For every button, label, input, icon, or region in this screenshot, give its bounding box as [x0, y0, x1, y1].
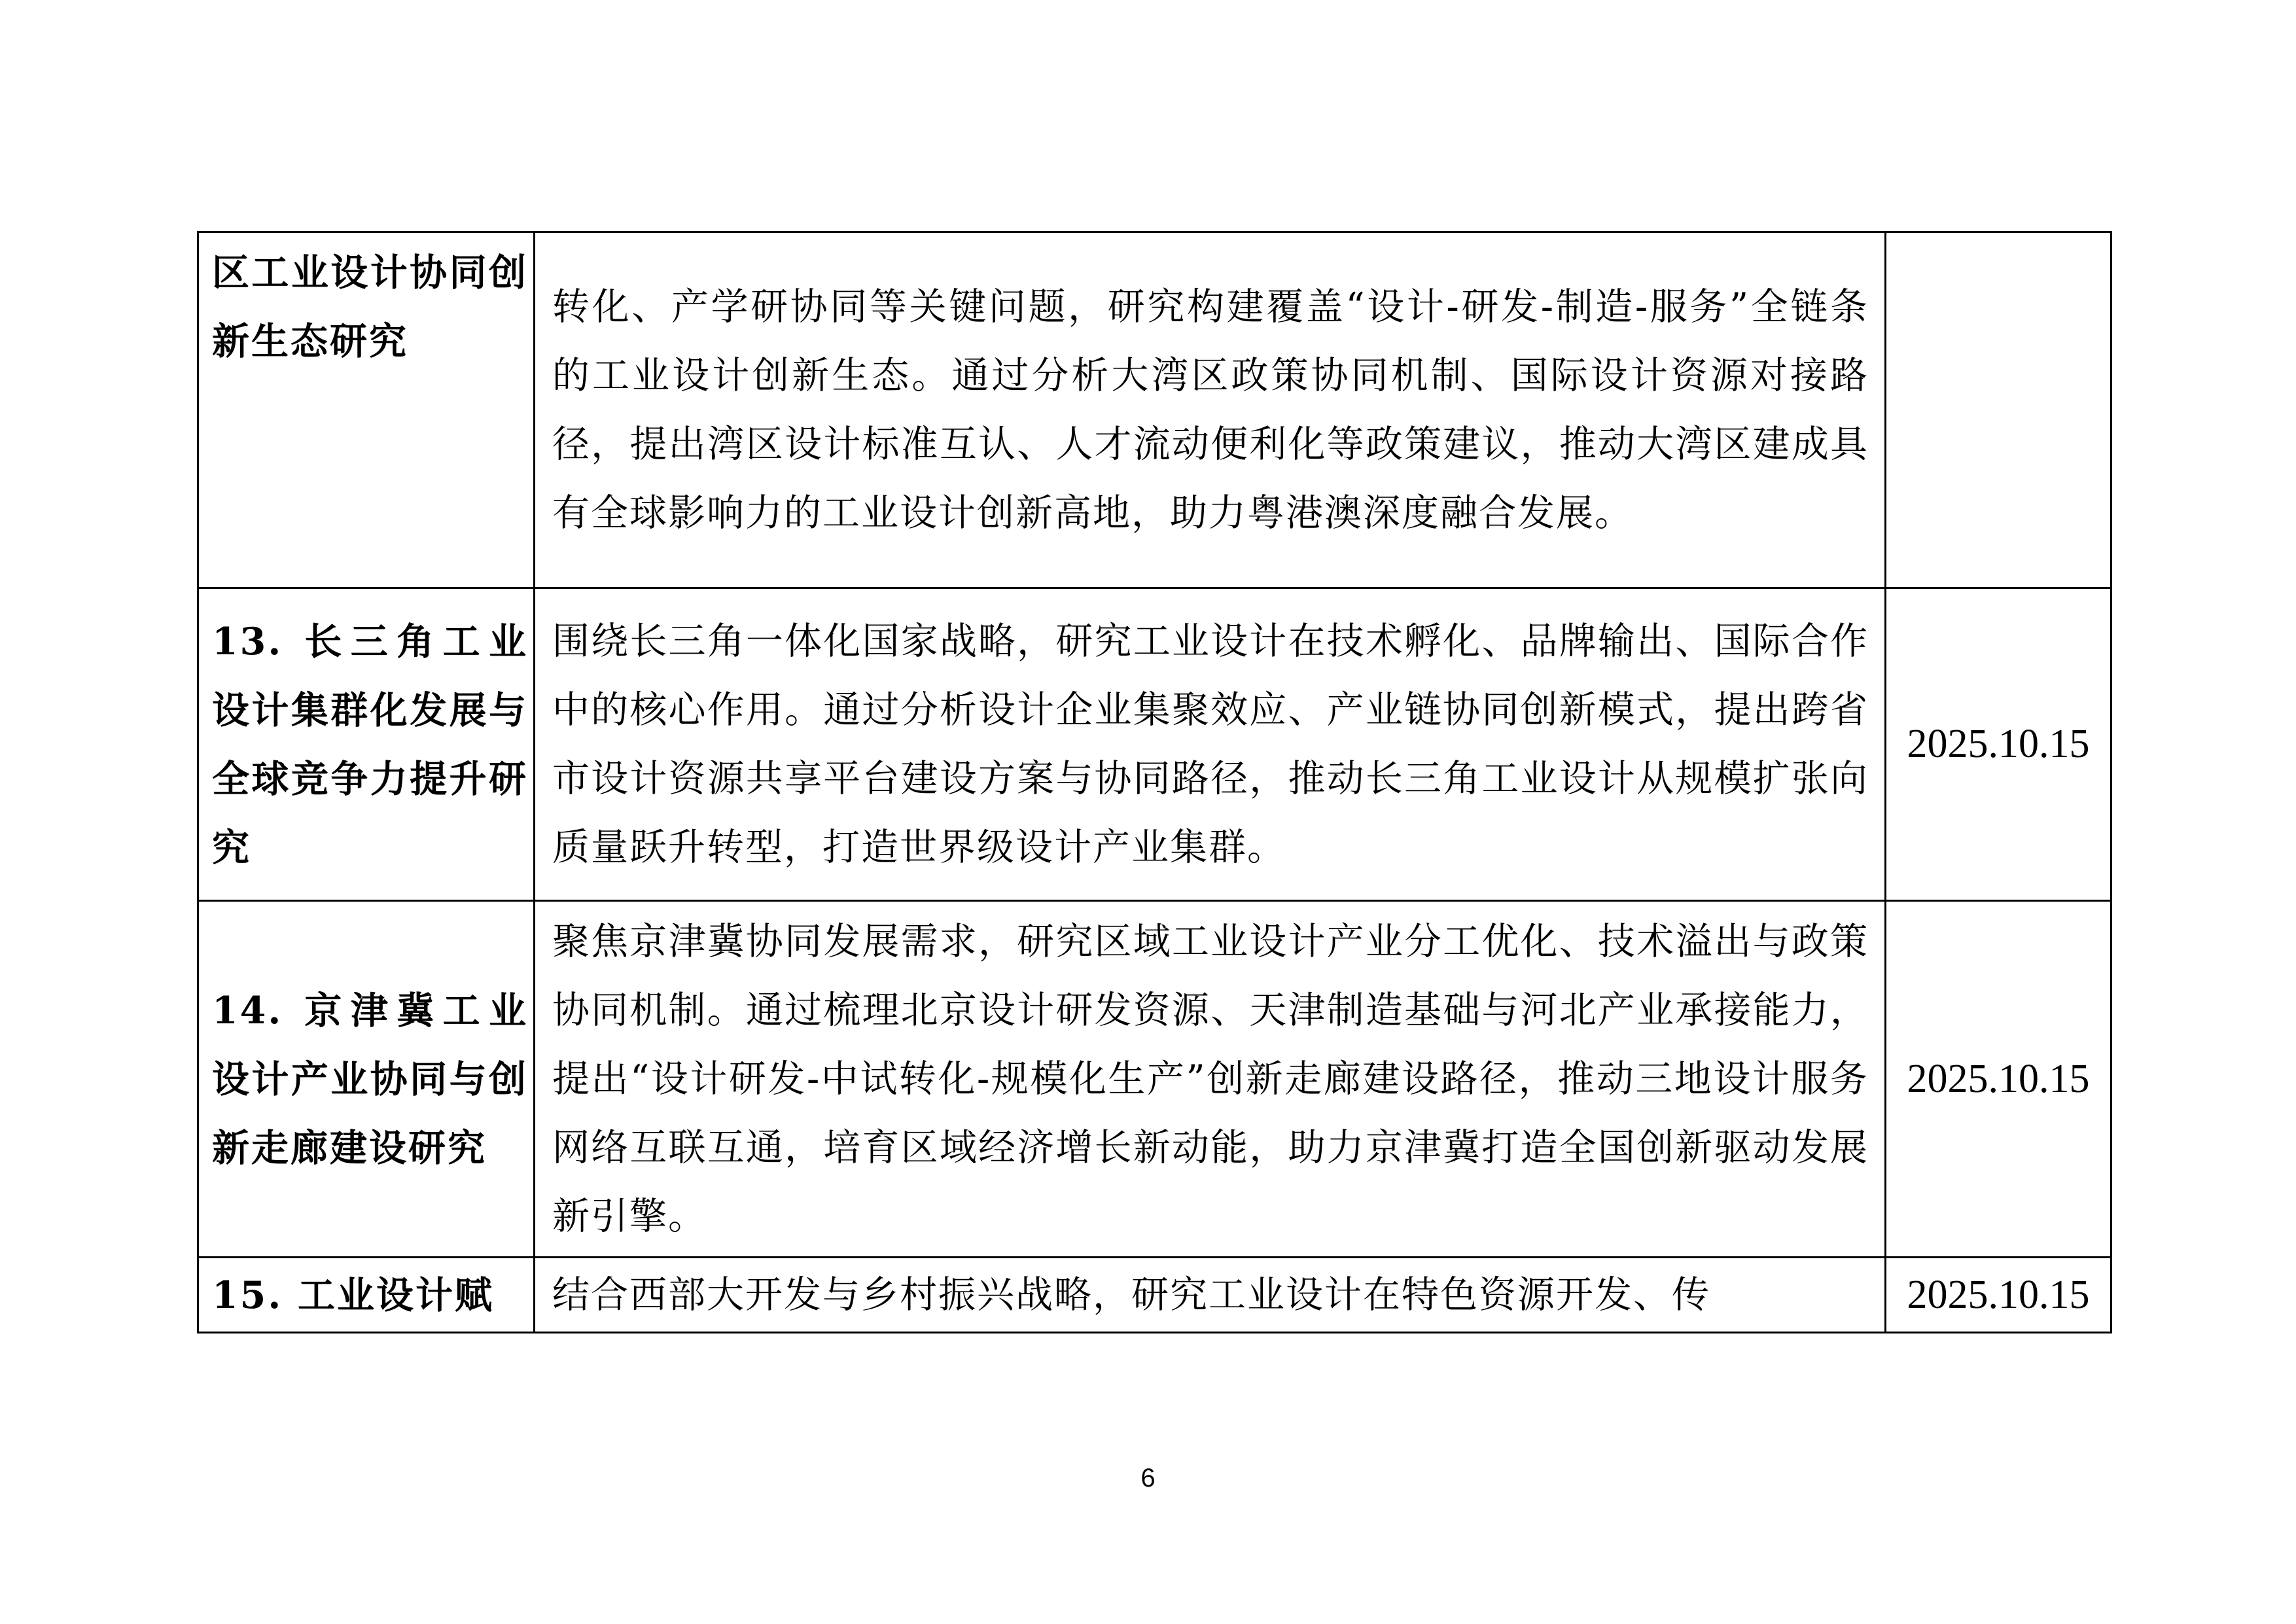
project-content-cell	[535, 901, 1886, 1258]
table-row	[198, 232, 2111, 588]
project-title: 14. 京津冀工业设计产业协同与创新走廊建设研究	[212, 988, 528, 1170]
project-title-cell	[198, 1258, 535, 1333]
project-date: 2025.10.15	[1907, 1272, 2090, 1317]
project-title-cell	[198, 232, 535, 588]
project-title: 15. 工业设计赋	[212, 1273, 495, 1317]
project-title: 区工业设计协同创新生态研究	[212, 251, 528, 363]
project-title: 13. 长三角工业设计集群化发展与全球竞争力提升研究	[212, 619, 528, 870]
project-date-cell	[1886, 588, 2111, 901]
project-date-cell	[1886, 232, 2111, 588]
project-table	[197, 231, 2112, 1333]
project-date-cell	[1886, 1258, 2111, 1333]
project-date: 2025.10.15	[1907, 722, 2090, 766]
project-content: 结合西部大开发与乡村振兴战略，研究工业设计在特色资源开发、传	[552, 1273, 1710, 1316]
project-content: 聚焦京津冀协同发展需求，研究区域工业设计产业分工优化、技术溢出与政策协同机制。通过梳理北京设计研发资源、天津制造基础与河北产业承接能力，提出“设计研发-中试转化-规模化生产”创新走廊建设路径，推动三地设计服务网络互联互通，培育区域经济增长新动能，助力京津冀打造全国创新驱动发展新引擎。	[552, 919, 1869, 1238]
project-title-cell	[198, 901, 535, 1258]
table-row	[198, 901, 2111, 1258]
project-title-cell	[198, 588, 535, 901]
project-content: 转化、产学研协同等关键问题，研究构建覆盖“设计-研发-制造-服务”全链条的工业设计创新生态。通过分析大湾区政策协同机制、国际设计资源对接路径，提出湾区设计标准互认、人才流动便利化等政策建议，推动大湾区建成具有全球影响力的工业设计创新高地，助力粤港澳深度融合发展。	[552, 285, 1869, 535]
project-content: 围绕长三角一体化国家战略，研究工业设计在技术孵化、品牌输出、国际合作中的核心作用。通过分析设计企业集聚效应、产业链协同创新模式，提出跨省市设计资源共享平台建设方案与协同路径，推动长三角工业设计从规模扩张向质量跃升转型，打造世界级设计产业集群。	[552, 619, 1869, 869]
project-date-cell	[1886, 901, 2111, 1258]
project-date: 2025.10.15	[1907, 1056, 2090, 1101]
project-content-cell	[535, 232, 1886, 588]
project-content-cell	[535, 1258, 1886, 1333]
table-row	[198, 1258, 2111, 1333]
project-content-cell	[535, 588, 1886, 901]
page-number: 6	[1140, 1464, 1156, 1492]
table-row	[198, 588, 2111, 901]
